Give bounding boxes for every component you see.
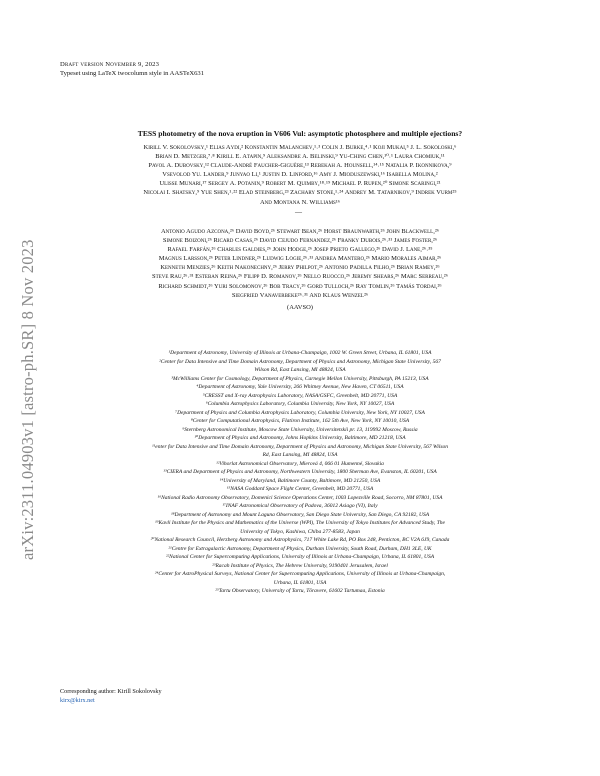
affiliation: ¹Department of Astronomy, University of Illinois at Urbana-Champaign, 1002 W. Green Street, Urbana, IL 61801, USA [168, 350, 432, 356]
affiliation: ¹⁸Department of Astronomy and Mount Laguna Observatory, San Diego State University, San Diego, CA 92182, USA [170, 511, 430, 518]
author-line: Ulisse Munari,¹⁷ Sergey A. Potanin,⁹ Robert M. Quimby,¹⁸˒¹⁹ Michael P. Rupen,²⁰ Simone Scaringi,²¹ [159, 180, 441, 188]
author-line: And Montana N. Williams¹⁶ [259, 198, 341, 206]
affiliation: ¹⁰Department of Physics and Astronomy, Johns Hopkins University, Baltimore, MD 21218, USA [194, 435, 406, 441]
paper-title: TESS photometry of the nova eruption in V606 Vul: asymptotic photosphere and multiple ejections? [137, 129, 463, 138]
affiliation: ¹⁹Kavli Institute for the Physics and Mathematics of the Universe (WPI), The University of Tokyo Institutes for Advanced Study, The [155, 520, 445, 526]
author-line: Vsevolod Yu. Lander,⁹ Junyao Li,¹ Justin D. Linford,¹⁶ Amy J. Mioduszewski,¹⁶ Isabella Molina,² [162, 171, 438, 179]
affiliation: ⁵CRESST and X-ray Astrophysics Laboratory, NASA/GSFC, Greenbelt, MD 20771, USA [202, 392, 398, 399]
author-line: Antonio Agudo Azcona,²⁶ David Boyd,²⁶ Stewart Bean,²⁶ Horst Braunwarth,²⁶ John Blackwell,²⁶ [160, 228, 440, 235]
affiliation: Rd, East Lansing, MI 48824, USA [262, 452, 338, 458]
affiliation: ⁸Center for Computational Astrophysics, Flatiron Institute, 162 5th Ave, New York, NY 10010, USA [190, 418, 410, 424]
draft-version: Draft version November 9, 2023 [60, 61, 160, 68]
affiliation: ¹⁶National Radio Astronomy Observatory, Domenici Science Operations Center, 1003 Lopezville Road, Socorro, NM 87801, USA [157, 494, 443, 501]
aavso-author-list [62, 227, 538, 312]
corresponding-author-footnote [60, 688, 162, 705]
affiliation: ⁴Department of Astronomy, Yale University, 266 Whitney Avenue, New Haven, CT 06511, USA [196, 384, 404, 390]
email-link[interactable]: kirx@kirx.net [60, 696, 95, 704]
preprint-header [60, 60, 204, 78]
author-line: Richard Schmidt,²⁶ Yuri Solomonov,²⁶ Bob Tracy,²⁶ Gord Tulloch,²⁶ Ray Tomlin,²⁶ Tamás Tordai,²⁶ [158, 282, 442, 290]
author-line: Simone Boizoni,²⁶ Ricard Casas,²⁶ David Cejudo Fernandez,²⁶ Franky Dubois,²⁶˒³¹ James Foster,²⁶ [162, 237, 438, 245]
affiliation-list [62, 349, 538, 596]
author-line: Nicolai I. Shatsky,⁹ Yue Shen,¹˒²² Elad Steinberg,²³ Zachary Stone,¹˒²⁴ Andrey M. Tatarnikov,⁹ Indrek Vurm²⁵ [143, 189, 457, 197]
affiliation: ²³Racah Institute of Physics, The Hebrew University, 9190401 Jerusalem, Israel [212, 562, 388, 569]
affiliation: ¹¹enter for Data Intensive and Time Domain Astronomy, Department of Physics and Astronomy, Michigan State University, 567 Wilson [152, 443, 448, 450]
affiliation: University of Tokyo, Kashiwa, Chiba 277-8583, Japan [240, 528, 360, 535]
author-line: Rafael Farfán,²⁶ Charles Galdies,²⁶ John Hodge,²⁶ Josep Prieto Gallego,²⁶ David J. Lane,²⁶˒³⁵ [167, 246, 433, 254]
affiliation: ⁹Sternberg Astronomical Institute, Moscow State University, Universitetskii pr. 13, 119992 Moscow, Russia [182, 426, 418, 433]
author-line: Brian D. Metzger,⁷˒⁸ Kirill E. Atapin,⁹ Aleksandre A. Belinski,⁹ Yu-Ching Chen,¹⁰˒¹ Laura Chomiuk,¹¹ [155, 153, 445, 161]
affiliation: ¹⁴University of Maryland, Baltimore County, Baltimore, MD 21250, USA [219, 477, 381, 484]
affiliation: ²²National Center for Supercomputing Applications, University of Illinois at Urbana-Champaign, Urbana, IL 61801, USA [165, 554, 435, 560]
affiliation: ²⁰National Research Council, Herzberg Astronomy and Astrophysics, 717 White Lake Rd, PO Box 248, Penticton, BC V2A 6J9, Canada [150, 537, 450, 543]
author-line: Kirill V. Sokolovsky,¹ Elias Aydi,² Konstantin Malanchev,¹˒³ Colin J. Burke,⁴˒¹ Koji Mukai,⁵ J. L. Sokoloski,⁶ [143, 144, 457, 151]
affiliation: ⁶Columbia Astrophysics Laboratory, Columbia University, New York, NY 10027, USA [205, 401, 395, 407]
author-line: Magnus Larsson,²⁶ Peter Lindner,²⁶ Ludwig Logie,²⁶˒³¹ Andrea Mantero,²⁶ Mario Morales Aimar,²⁶ [158, 255, 442, 263]
affiliation: ¹⁷INAF Astronomical Observatory of Padova, 36012 Asiago (VI), Italy [222, 503, 378, 509]
affiliation: ⁷Department of Physics and Columbia Astrophysics Laboratory, Columbia University, New York, NY 10027, USA [175, 409, 425, 416]
typeset-note: Typeset using LaTeX twocolumn style in AASTeX631 [60, 70, 205, 77]
affiliation: ¹³CIERA and Department of Physics and Astronomy, Northwestern University, 1800 Sherman Ave, Evanston, IL 60201, USA [163, 469, 437, 475]
affiliation: ²¹Centre for Extragalactic Astronomy, Department of Physics, Durham University, South Road, Durham, DH1 3LE, UK [168, 545, 432, 552]
affiliation: ²⁴Center for AstroPhysical Surveys, National Center for Supercomputing Applications, University of Illinois at Urbana-Champaign, [154, 571, 446, 577]
author-line: Siegfried Vanaverbeke²⁶˒³¹ And Klaus Wenzel²⁶ [231, 291, 369, 299]
affiliation: ³McWilliams Center for Cosmology, Department of Physics, Carnegie Mellon University, Pittsburgh, PA 15213, USA [171, 375, 429, 382]
author-line: Kenneth Menzies,²⁶ Keith Nakonechny,²⁶ Jerry Philpot,²⁶ Antonio Padilla Filho,²⁶ Brian Ramey,²⁶ [160, 264, 440, 272]
corresponding-author: Corresponding author: Kirill Sokolovsky [60, 688, 162, 695]
author-line: Pavol A. Dubovsky,¹² Claude-André Faucher-Giguère,¹³ Rebekah A. Hounsell,¹⁴˒¹⁵ Natalia P. Ikonnikova,⁹ [148, 162, 452, 170]
arxiv-id: arXiv:2311.04903v1 [astro-ph.SR] 8 Nov 2023 [18, 239, 37, 560]
author-list [62, 143, 538, 207]
aavso-label: (AAVSO) [287, 303, 313, 311]
affiliation: ²⁵Tartu Observatory, University of Tartu, Tõravere, 61602 Tartumaa, Estonia [215, 588, 385, 594]
author-line: Steve Rau,²⁶˒³¹ Esteban Reina,²⁶ Filipp D. Romanov,²⁶ Nello Ruocco,²⁶ Jeremy Shears,²⁶ Marc Serreau,²⁶ [152, 273, 448, 281]
affiliation: ²Center for Data Intensive and Time Domain Astronomy, Department of Physics and Astronomy, Michigan State University, 567 [159, 358, 441, 365]
affiliation: ¹²Vihorlat Astronomical Observatory, Mierová 4, 066 01 Humenné, Slovakia [216, 460, 384, 467]
affiliation: Wilson Rd, East Lansing, MI 48824, USA [254, 367, 346, 373]
author-separator: — [295, 208, 302, 216]
affiliation: ¹⁵NASA Goddard Space Flight Center, Greenbelt, MD 20771, USA [226, 486, 374, 492]
affiliation: Urbana, IL 61801, USA [273, 579, 327, 586]
